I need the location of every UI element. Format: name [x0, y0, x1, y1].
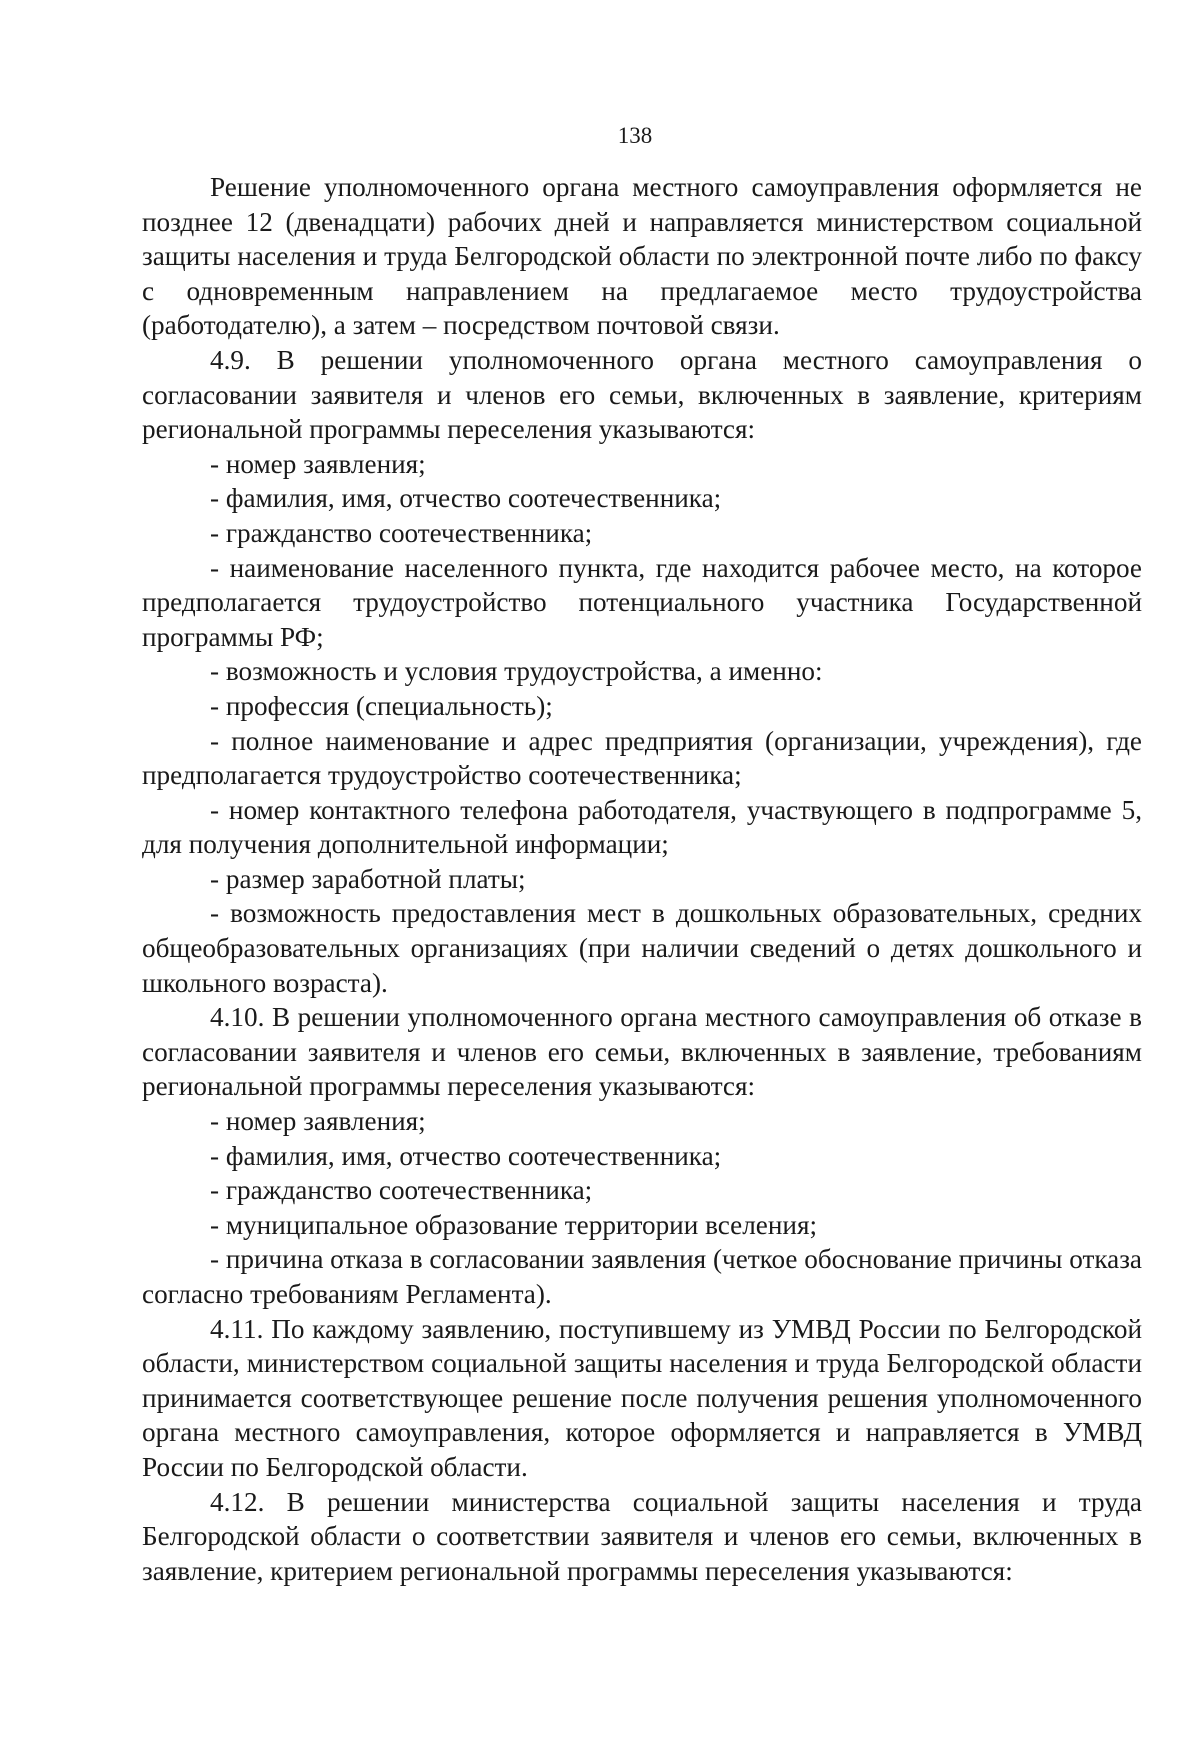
- document-body: [142, 170, 1142, 1588]
- list-item: - муниципальное образование территории вселения;: [210, 1209, 818, 1240]
- list-item: - размер заработной платы;: [210, 863, 526, 894]
- list-item: - фамилия, имя, отчество соотечественника;: [210, 483, 722, 514]
- list-item: - гражданство соотечественника;: [210, 1175, 593, 1206]
- list-item: - возможность и условия трудоустройства, а именно:: [210, 656, 823, 687]
- list-item: - причина отказа в согласовании заявления (четкое обоснование причины отказа согласно требованиям Регламента).: [142, 1244, 1142, 1309]
- paragraph-4-9-heading: 4.9. В решении уполномоченного органа местного самоуправления о согласовании заявителя и членов его семьи, включенных в заявление, критериям региональной программы переселения указываются:: [142, 344, 1142, 445]
- list-item: - номер заявления;: [210, 448, 426, 479]
- list-item: - полное наименование и адрес предприятия (организации, учреждения), где предполагается трудоустройство соотечественника;: [142, 725, 1142, 791]
- paragraph-4-10-heading: 4.10. В решении уполномоченного органа местного самоуправления об отказе в согласовании заявителя и членов его семьи, включенных в заявление, требованиям региональной программы переселения указываются:: [142, 1002, 1142, 1102]
- list-item: - наименование населенного пункта, где находится рабочее место, на которое предполагается трудоустройство потенциального участника Государственной программы РФ;: [142, 552, 1142, 652]
- list-item: - гражданство соотечественника;: [210, 517, 593, 548]
- list-item: - профессия (специальность);: [210, 690, 553, 721]
- list-item: - номер контактного телефона работодателя, участвующего в подпрограмме 5, для получения дополнительной информации;: [142, 794, 1142, 860]
- paragraph-4-12-heading: 4.12. В решении министерства социальной защиты населения и труда Белгородской области о соответствии заявителя и членов его семьи, включенных в заявление, критерием региональной программы переселения указываются:: [142, 1486, 1142, 1586]
- page-number: 138: [617, 123, 653, 148]
- list-item: - фамилия, имя, отчество соотечественника;: [210, 1140, 722, 1171]
- list-item: - номер заявления;: [210, 1106, 426, 1137]
- list-item: - возможность предоставления мест в дошкольных образовательных, средних общеобразовательных организациях (при наличии сведений о детях дошкольного и школьного возраста).: [142, 898, 1142, 998]
- paragraph-4-11: 4.11. По каждому заявлению, поступившему из УМВД России по Белгородской области, министерством социальной защиты населения и труда Белгородской области принимается соответствующее решение после получения решения уполномоченного органа местного самоуправления, которое оформляется и направляется в УМВД России по Белгородской области.: [142, 1313, 1142, 1482]
- paragraph-decision-deadline: Решение уполномоченного органа местного самоуправления оформляется не позднее 12 (двенадцати) рабочих дней и направляется министерством социальной защиты населения и труда Белгородской области по электронной почте либо по факсу с одновременным направлением на предлагаемое место трудоустройства (работодателю), а затем – посредством почтовой связи.: [142, 172, 1142, 341]
